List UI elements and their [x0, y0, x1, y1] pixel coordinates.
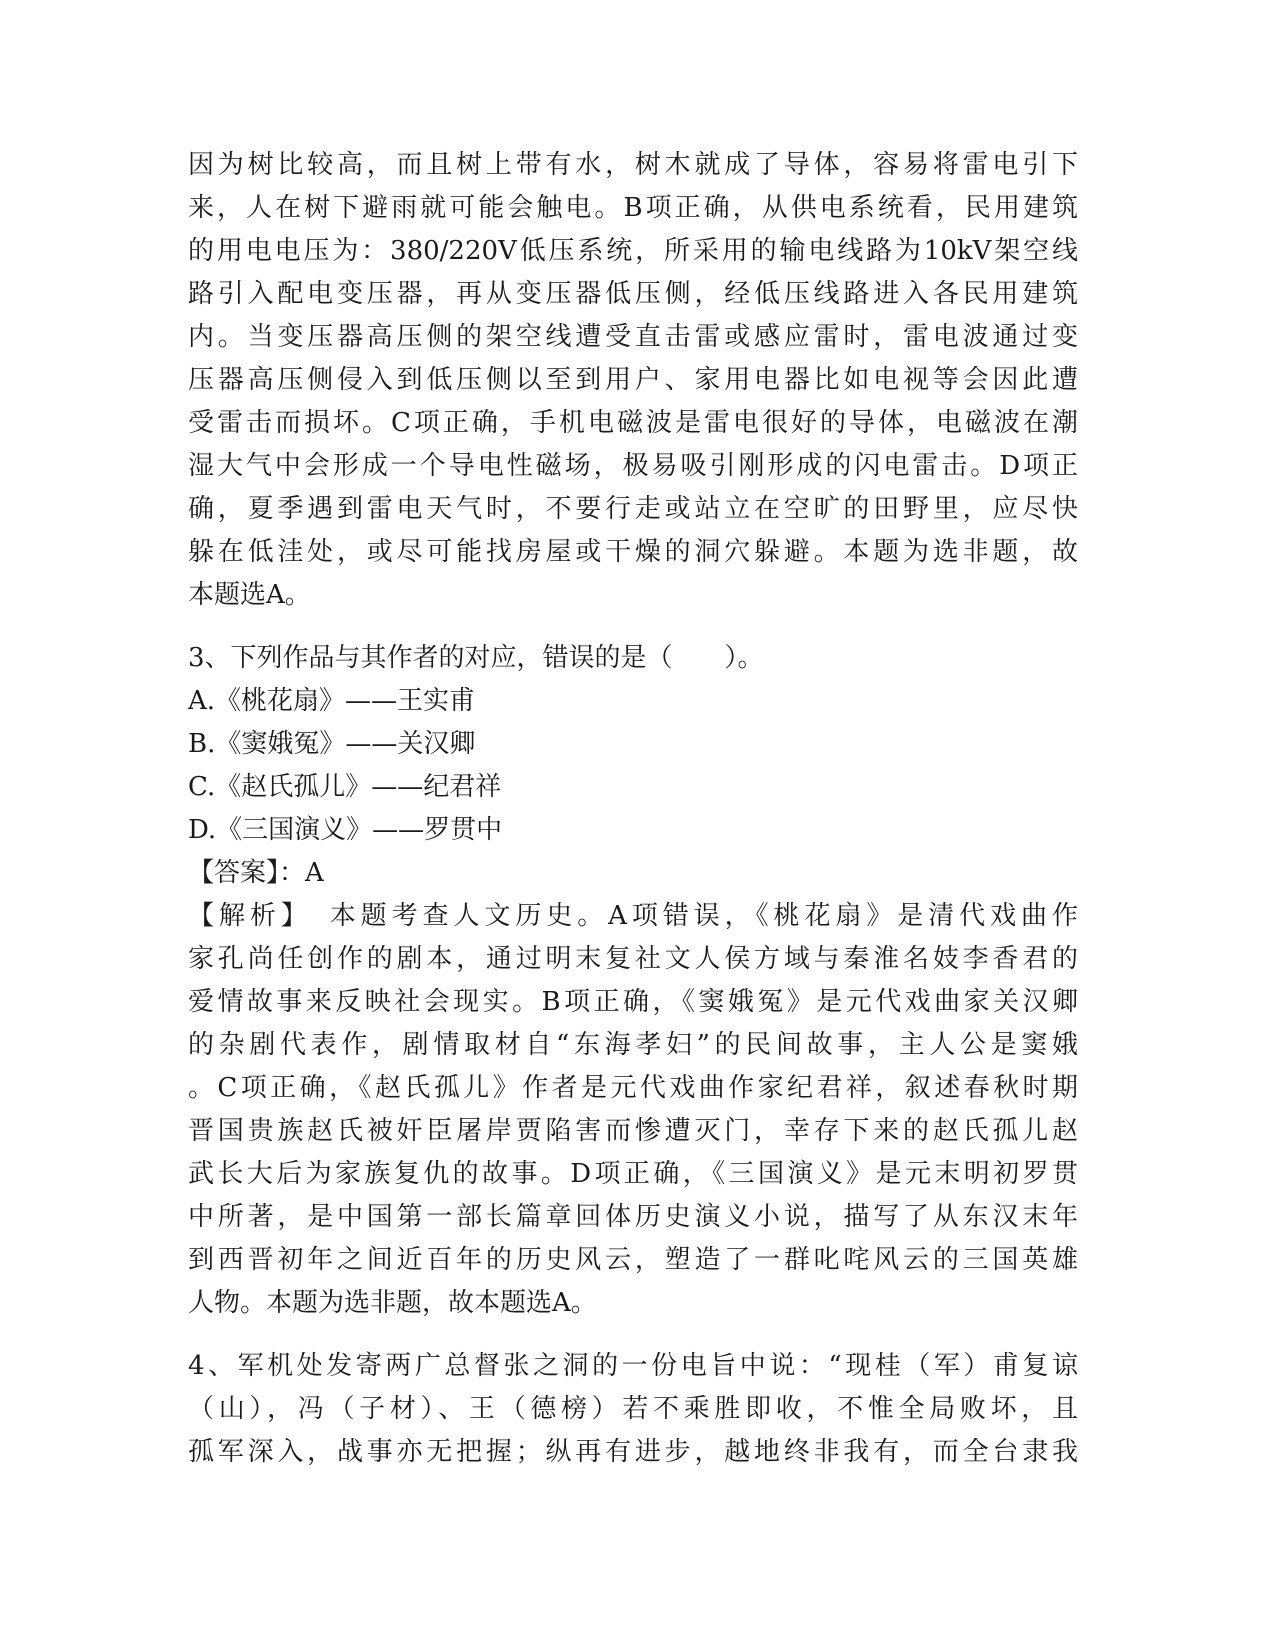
explanation-line: 。C项正确，《赵氏孤儿》作者是元代戏曲作家纪君祥，叙述春秋时期: [188, 1073, 1078, 1103]
paragraph-line: 躲在低洼处，或尽可能找房屋或干燥的洞穴躲避。本题为选非题，故: [188, 537, 1078, 567]
question-stem-line: 孤军深入，战事亦无把握；纵再有进步，越地终非我有，而全台隶我: [188, 1437, 1078, 1467]
explanation-line: 家孔尚任创作的剧本，通过明末复社文人侯方域与秦淮名妓李香君的: [188, 944, 1078, 974]
explanation-line: 到西晋初年之间近百年的历史风云，塑造了一群叱咤风云的三国英雄: [188, 1245, 1078, 1275]
question-4: [188, 1345, 1078, 1474]
question-3: [188, 637, 1078, 1325]
option-b: B.《窦娥冤》——关汉卿: [188, 729, 476, 759]
explanation-line: 【解析】 本题考查人文历史。A项错误，《桃花扇》是清代戏曲作: [188, 901, 1078, 931]
paragraph-line: 来，人在树下避雨就可能会触电。B项正确，从供电系统看，民用建筑: [188, 193, 1078, 223]
paragraph-line: 的用电电压为：380/220V低压系统，所采用的输电线路为10kV架空线: [188, 236, 1078, 266]
paragraph-line: 湿大气中会形成一个导电性磁场，极易吸引刚形成的闪电雷击。D项正: [188, 451, 1078, 481]
option-a: A.《桃花扇》——王实甫: [188, 686, 476, 716]
explanation-line: 晋国贵族赵氏被奸臣屠岸贾陷害而惨遭灭门，幸存下来的赵氏孤儿赵: [188, 1116, 1078, 1146]
paragraph-line: 因为树比较高，而且树上带有水，树木就成了导体，容易将雷电引下: [188, 150, 1078, 180]
paragraph-line-last: 本题选A。: [188, 580, 311, 610]
paragraph-line: 受雷击而损坏。C项正确，手机电磁波是雷电很好的导体，电磁波在潮: [188, 408, 1078, 438]
explanation-q2-continued: [188, 144, 1078, 617]
explanation-line-last: 人物。本题为选非题，故本题选A。: [188, 1288, 597, 1318]
option-c: C.《赵氏孤儿》——纪君祥: [188, 772, 502, 802]
document-page: [188, 144, 1078, 1474]
spacer: [188, 1325, 1078, 1345]
explanation-line: 的杂剧代表作，剧情取材自“东海孝妇”的民间故事，主人公是窦娥: [188, 1030, 1078, 1060]
explanation-line: 武长大后为家族复仇的故事。D项正确，《三国演义》是元末明初罗贯: [188, 1159, 1078, 1189]
explanation-line: 中所著，是中国第一部长篇章回体历史演义小说，描写了从东汉末年: [188, 1202, 1078, 1232]
option-d: D.《三国演义》——罗贯中: [188, 815, 503, 845]
question-stem: 3、下列作品与其作者的对应，错误的是（ ）。: [188, 643, 764, 673]
explanation-line: 爱情故事来反映社会现实。B项正确，《窦娥冤》是元代戏曲家关汉卿: [188, 987, 1078, 1017]
spacer: [188, 617, 1078, 637]
question-stem-line: （山），冯（子材）、王（德榜）若不乘胜即收，不惟全局败坏，且: [188, 1394, 1078, 1424]
answer-line: 【答案】：A: [188, 858, 324, 888]
paragraph-line: 压器高压侧侵入到低压侧以至到用户、家用电器比如电视等会因此遭: [188, 365, 1078, 395]
paragraph-line: 路引入配电变压器，再从变压器低压侧，经低压线路进入各民用建筑: [188, 279, 1078, 309]
question-stem-line: 4、军机处发寄两广总督张之洞的一份电旨中说：“现桂（军）甫复谅: [188, 1351, 1078, 1381]
paragraph-line: 确，夏季遇到雷电天气时，不要行走或站立在空旷的田野里，应尽快: [188, 494, 1078, 524]
paragraph-line: 内。当变压器高压侧的架空线遭受直击雷或感应雷时，雷电波通过变: [188, 322, 1078, 352]
